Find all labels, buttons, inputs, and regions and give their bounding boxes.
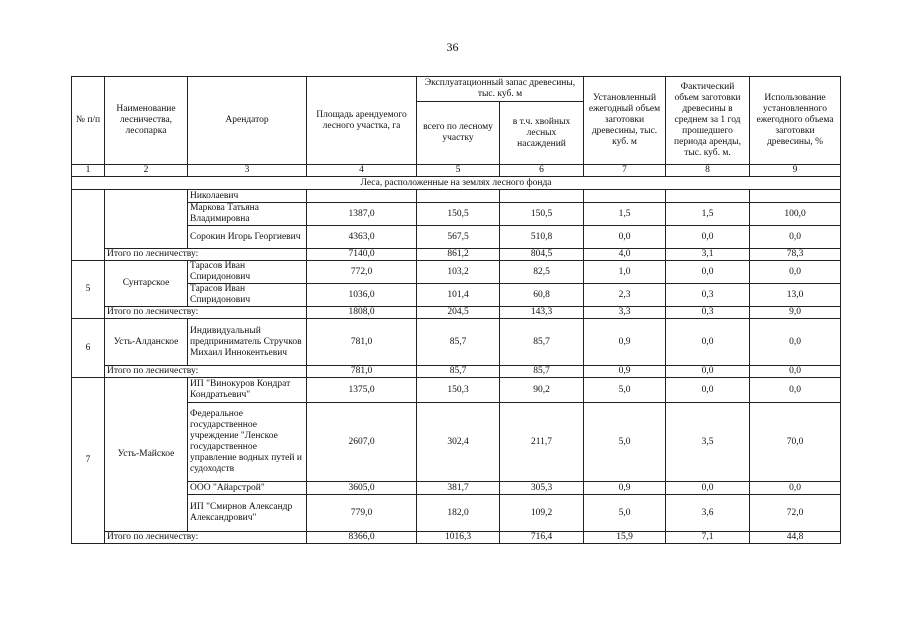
area-cell	[307, 190, 417, 203]
column-number: 9	[750, 165, 841, 177]
column-number-row	[72, 165, 841, 177]
total-stock-conif-cell: 804,5	[500, 249, 584, 261]
stock-conif-cell: 60,8	[500, 284, 584, 307]
table-row	[72, 190, 841, 203]
total-row	[72, 532, 841, 544]
usage-cell: 100,0	[750, 203, 841, 226]
page-number: 36	[446, 40, 459, 54]
total-row	[72, 249, 841, 261]
total-usage-cell: 78,3	[750, 249, 841, 261]
stock-total-cell: 103,2	[417, 261, 500, 284]
area-cell: 1387,0	[307, 203, 417, 226]
stock-conif-cell: 211,7	[500, 403, 584, 482]
established-cell: 5,0	[584, 495, 666, 532]
tenant-cell: Федеральное государственное учреждение "Ленское государственное управление водных путей и судоходств	[188, 403, 307, 482]
stock-total-cell: 182,0	[417, 495, 500, 532]
table-row	[72, 403, 841, 482]
column-number: 2	[105, 165, 188, 177]
row-number-cell	[72, 190, 105, 261]
established-cell: 0,9	[584, 482, 666, 495]
row-number-cell: 7	[72, 378, 105, 544]
area-cell: 781,0	[307, 319, 417, 366]
total-established-cell: 3,3	[584, 307, 666, 319]
forestry-name-cell: Усть-Майское	[105, 378, 188, 532]
tenant-cell: Сорокин Игорь Георгиевич	[188, 226, 307, 249]
table-row	[72, 226, 841, 249]
actual-cell: 0,0	[666, 378, 750, 403]
header-tenant: Арендатор	[188, 77, 307, 165]
actual-cell: 0,0	[666, 319, 750, 366]
section-title-row	[72, 177, 841, 190]
actual-cell: 1,5	[666, 203, 750, 226]
stock-total-cell: 381,7	[417, 482, 500, 495]
forestry-name-cell: Сунтарское	[105, 261, 188, 307]
total-actual-cell: 0,0	[666, 366, 750, 378]
stock-conif-cell: 109,2	[500, 495, 584, 532]
table-row	[72, 203, 841, 226]
area-cell: 772,0	[307, 261, 417, 284]
established-cell: 1,5	[584, 203, 666, 226]
stock-total-cell: 567,5	[417, 226, 500, 249]
total-stock-conif-cell: 716,4	[500, 532, 584, 544]
tenant-cell: ООО "Айарстрой"	[188, 482, 307, 495]
total-area-cell: 7140,0	[307, 249, 417, 261]
total-label: Итого по лесничеству:	[105, 249, 307, 261]
established-cell: 0,9	[584, 319, 666, 366]
forestry-name-cell: Усть-Алданское	[105, 319, 188, 366]
actual-cell: 0,3	[666, 284, 750, 307]
actual-cell: 0,0	[666, 261, 750, 284]
established-cell: 1,0	[584, 261, 666, 284]
total-usage-cell: 9,0	[750, 307, 841, 319]
usage-cell	[750, 190, 841, 203]
total-row	[72, 366, 841, 378]
total-stock-total-cell: 85,7	[417, 366, 500, 378]
forestry-name-cell	[105, 190, 188, 249]
row-number-cell: 5	[72, 261, 105, 319]
total-area-cell: 1808,0	[307, 307, 417, 319]
actual-cell: 3,6	[666, 495, 750, 532]
actual-cell: 0,0	[666, 226, 750, 249]
column-number: 3	[188, 165, 307, 177]
column-number: 1	[72, 165, 105, 177]
area-cell: 2607,0	[307, 403, 417, 482]
stock-conif-cell: 150,5	[500, 203, 584, 226]
total-usage-cell: 44,8	[750, 532, 841, 544]
column-number: 5	[417, 165, 500, 177]
stock-total-cell: 101,4	[417, 284, 500, 307]
established-cell: 5,0	[584, 403, 666, 482]
header-forestry: Наименование лесничества, лесопарка	[105, 77, 188, 165]
area-cell: 1036,0	[307, 284, 417, 307]
total-established-cell: 4,0	[584, 249, 666, 261]
established-cell: 5,0	[584, 378, 666, 403]
header-usage: Использование установленного ежегодного объема заготовки древесины, %	[750, 77, 841, 165]
actual-cell: 3,5	[666, 403, 750, 482]
usage-cell: 70,0	[750, 403, 841, 482]
total-established-cell: 0,9	[584, 366, 666, 378]
tenant-cell: ИП "Смирнов Александр Александрович"	[188, 495, 307, 532]
usage-cell: 0,0	[750, 226, 841, 249]
usage-cell: 72,0	[750, 495, 841, 532]
tenant-cell: Маркова Татьяна Владимировна	[188, 203, 307, 226]
total-stock-conif-cell: 85,7	[500, 366, 584, 378]
usage-cell: 0,0	[750, 261, 841, 284]
forest-lease-table	[71, 76, 841, 544]
tenant-cell: Тарасов Иван Спиридонович	[188, 261, 307, 284]
total-stock-conif-cell: 143,3	[500, 307, 584, 319]
total-actual-cell: 0,3	[666, 307, 750, 319]
stock-total-cell: 85,7	[417, 319, 500, 366]
stock-total-cell: 150,5	[417, 203, 500, 226]
stock-conif-cell	[500, 190, 584, 203]
area-cell: 4363,0	[307, 226, 417, 249]
tenant-cell: Николаевич	[188, 190, 307, 203]
table-row	[72, 261, 841, 284]
total-stock-total-cell: 1016,3	[417, 532, 500, 544]
stock-conif-cell: 90,2	[500, 378, 584, 403]
usage-cell: 13,0	[750, 284, 841, 307]
column-number: 4	[307, 165, 417, 177]
total-label: Итого по лесничеству:	[105, 366, 307, 378]
established-cell	[584, 190, 666, 203]
tenant-cell: Тарасов Иван Спиридонович	[188, 284, 307, 307]
total-usage-cell: 0,0	[750, 366, 841, 378]
actual-cell	[666, 190, 750, 203]
total-area-cell: 781,0	[307, 366, 417, 378]
stock-conif-cell: 510,8	[500, 226, 584, 249]
area-cell: 3605,0	[307, 482, 417, 495]
header-established: Установленный ежегодный объем заготовки древесины, тыс. куб. м	[584, 77, 666, 165]
header-num: № п/п	[72, 77, 105, 165]
area-cell: 1375,0	[307, 378, 417, 403]
column-number: 6	[500, 165, 584, 177]
usage-cell: 0,0	[750, 482, 841, 495]
usage-cell: 0,0	[750, 378, 841, 403]
section-title: Леса, расположенные на землях лесного фонда	[72, 177, 841, 190]
total-label: Итого по лесничеству:	[105, 532, 307, 544]
total-area-cell: 8366,0	[307, 532, 417, 544]
header-stock-total: всего по лесному участку	[417, 102, 500, 165]
stock-total-cell	[417, 190, 500, 203]
header-row-1	[72, 77, 841, 102]
stock-conif-cell: 305,3	[500, 482, 584, 495]
usage-cell: 0,0	[750, 319, 841, 366]
tenant-cell: Индивидуальный предприниматель Стручков Михаил Иннокентьевич	[188, 319, 307, 366]
header-stock-group: Эксплуатационный запас древесины, тыс. куб. м	[417, 77, 584, 102]
header-stock-conif: в т.ч. хвойных лесных насаждений	[500, 102, 584, 165]
actual-cell: 0,0	[666, 482, 750, 495]
column-number: 7	[584, 165, 666, 177]
stock-total-cell: 302,4	[417, 403, 500, 482]
stock-total-cell: 150,3	[417, 378, 500, 403]
total-label: Итого по лесничеству:	[105, 307, 307, 319]
established-cell: 0,0	[584, 226, 666, 249]
stock-conif-cell: 85,7	[500, 319, 584, 366]
total-actual-cell: 3,1	[666, 249, 750, 261]
header-area: Площадь арендуемого лесного участка, га	[307, 77, 417, 165]
table-row	[72, 319, 841, 366]
table-row	[72, 284, 841, 307]
table-row	[72, 495, 841, 532]
table-row	[72, 482, 841, 495]
tenant-cell: ИП "Винокуров Кондрат Кондратьевич"	[188, 378, 307, 403]
total-stock-total-cell: 861,2	[417, 249, 500, 261]
table-row	[72, 378, 841, 403]
area-cell: 779,0	[307, 495, 417, 532]
column-number: 8	[666, 165, 750, 177]
total-stock-total-cell: 204,5	[417, 307, 500, 319]
established-cell: 2,3	[584, 284, 666, 307]
header-actual: Фактический объем заготовки древесины в среднем за 1 год прошедшего периода аренды, тыс. куб. м.	[666, 77, 750, 165]
total-row	[72, 307, 841, 319]
total-actual-cell: 7,1	[666, 532, 750, 544]
total-established-cell: 15,9	[584, 532, 666, 544]
stock-conif-cell: 82,5	[500, 261, 584, 284]
row-number-cell: 6	[72, 319, 105, 378]
